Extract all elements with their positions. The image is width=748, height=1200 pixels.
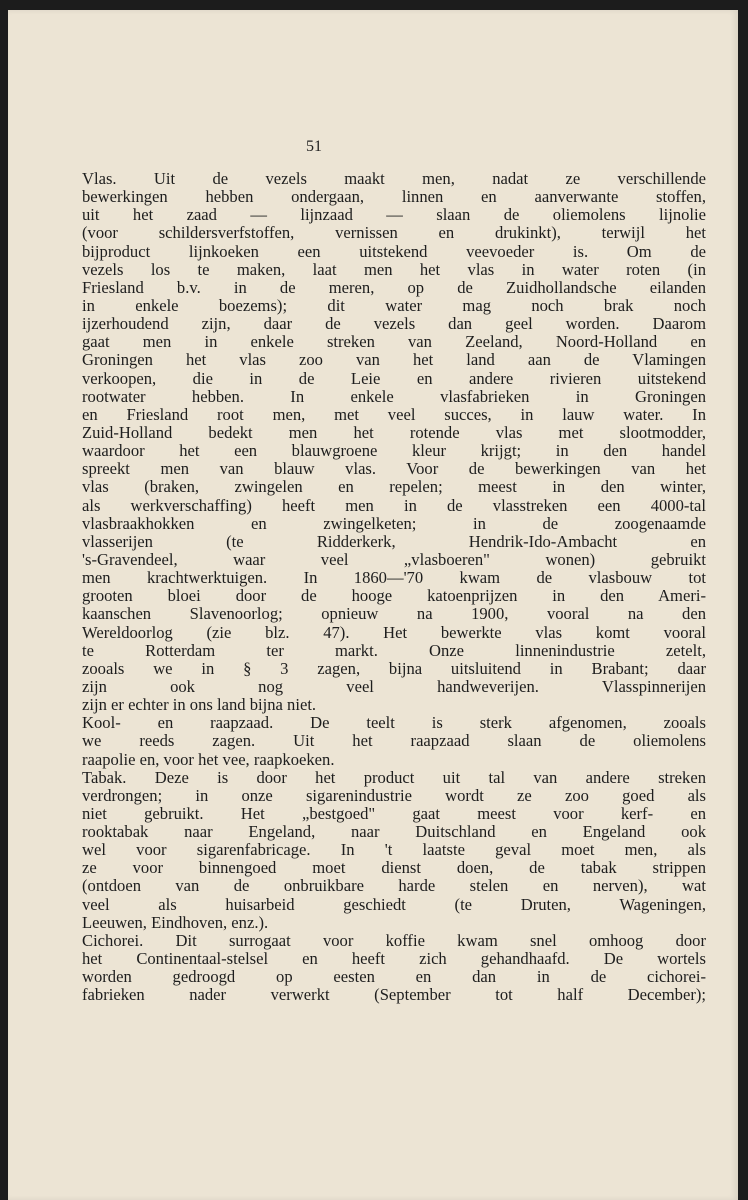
text-line: Groningen het vlas zoo van het land aan de Vlamingen	[82, 350, 706, 370]
text-line: als werkverschaffing) heeft men in de vlasstreken een 4000-tal	[82, 495, 706, 515]
text-line: in enkele boezems); dit water mag noch brak noch	[82, 295, 706, 315]
text-line: fabrieken nader verwerkt (September tot half December);	[82, 985, 706, 1005]
text-line: Friesland b.v. in de meren, op de Zuidhollandsche eilanden	[82, 277, 706, 297]
page-number: 51	[306, 138, 322, 155]
text-line: uit het zaad — lijnzaad — slaan de oliemolens lijnolie	[82, 205, 706, 225]
text-line: Leeuwen, Eindhoven, enz.).	[82, 912, 269, 932]
text-line: kaanschen Slavenoorlog; opnieuw na 1900, vooral na den	[82, 604, 706, 624]
text-line: zooals we in § 3 zagen, bijna uitsluitend in Brabant; daar	[82, 658, 706, 678]
text-line: gaat men in enkele streken van Zeeland, Noord-Holland en	[82, 332, 706, 352]
text-line: veel als huisarbeid geschiedt (te Druten, Wageningen,	[82, 894, 706, 914]
text-line: worden gedroogd op eesten en dan in de cichorei-	[82, 967, 706, 987]
book-page	[8, 10, 738, 1200]
text-line: Kool- en raapzaad. De teelt is sterk afgenomen, zooals	[82, 713, 706, 733]
text-line: niet gebruikt. Het „bestgoed" gaat meest voor kerf- en	[82, 803, 706, 823]
text-line: zijn ook nog veel handweverijen. Vlasspinnerijen	[82, 676, 706, 696]
text-line: te Rotterdam ter markt. Onze linnenindustrie zetelt,	[82, 640, 706, 660]
text-line: bijproduct lijnkoeken een uitstekend veevoeder is. Om de	[82, 241, 706, 261]
text-line: ijzerhoudend zijn, daar de vezels dan geel worden. Daarom	[82, 314, 706, 334]
text-line: raapolie en, voor het vee, raapkoeken.	[82, 749, 335, 769]
text-line: men krachtwerktuigen. In 1860—'70 kwam de vlasbouw tot	[82, 568, 706, 588]
text-line: Vlas. Uit de vezels maakt men, nadat ze verschillende	[82, 169, 706, 188]
text-line: rootwater hebben. In enkele vlasfabrieken in Groningen	[82, 386, 706, 406]
body-text	[82, 170, 706, 1004]
text-line: waardoor het een blauwgroene kleur krijgt; in den handel	[82, 441, 706, 461]
text-line: (ontdoen van de onbruikbare harde stelen en nerven), wat	[82, 876, 706, 896]
text-line: ze voor binnengoed moet dienst doen, de tabak strippen	[82, 858, 706, 878]
text-line: Zuid-Holland bedekt men het rotende vlas met slootmodder,	[82, 422, 706, 442]
text-line: Wereldoorlog (zie blz. 47). Het bewerkte vlas komt vooral	[82, 622, 706, 642]
text-line: en Friesland root men, met veel succes, in lauw water. In	[82, 404, 706, 424]
text-line: (voor schildersverfstoffen, vernissen en drukinkt), terwijl het	[82, 223, 706, 243]
text-line: 's-Gravendeel, waar veel „vlasboeren" wonen) gebruikt	[82, 549, 706, 569]
text-line: spreekt men van blauw vlas. Voor de bewerkingen van het	[82, 459, 706, 479]
text-line: Tabak. Deze is door het product uit tal van andere streken	[82, 767, 706, 787]
text-line: bewerkingen hebben ondergaan, linnen en aanverwante stoffen,	[82, 187, 706, 207]
text-line: het Continentaal-stelsel en heeft zich gehandhaafd. De wortels	[82, 949, 706, 969]
text-line: verkoopen, die in de Leie en andere rivieren uitstekend	[82, 368, 706, 388]
text-line: zijn er echter in ons land bijna niet.	[82, 695, 317, 715]
text-line: wel voor sigarenfabricage. In 't laatste geval moet men, als	[82, 840, 706, 860]
text-line: vlas (braken, zwingelen en repelen; meest in den winter,	[82, 477, 706, 497]
text-line: verdrongen; in onze sigarenindustrie wordt ze zoo goed als	[82, 785, 706, 805]
text-line: grooten bloei door de hooge katoenprijzen in den Ameri-	[82, 586, 706, 606]
text-line: Cichorei. Dit surrogaat voor koffie kwam snel omhoog door	[82, 930, 706, 950]
text-line: we reeds zagen. Uit het raapzaad slaan de oliemolens	[82, 731, 706, 751]
text-line: vezels los te maken, laat men het vlas in water roten (in	[82, 259, 706, 279]
text-line: vlasbraakhokken en zwingelketen; in de zoogenaamde	[82, 513, 706, 533]
text-line: vlasserijen (te Ridderkerk, Hendrik-Ido-Ambacht en	[82, 531, 706, 551]
text-line: rooktabak naar Engeland, naar Duitschland en Engeland ook	[82, 822, 706, 842]
